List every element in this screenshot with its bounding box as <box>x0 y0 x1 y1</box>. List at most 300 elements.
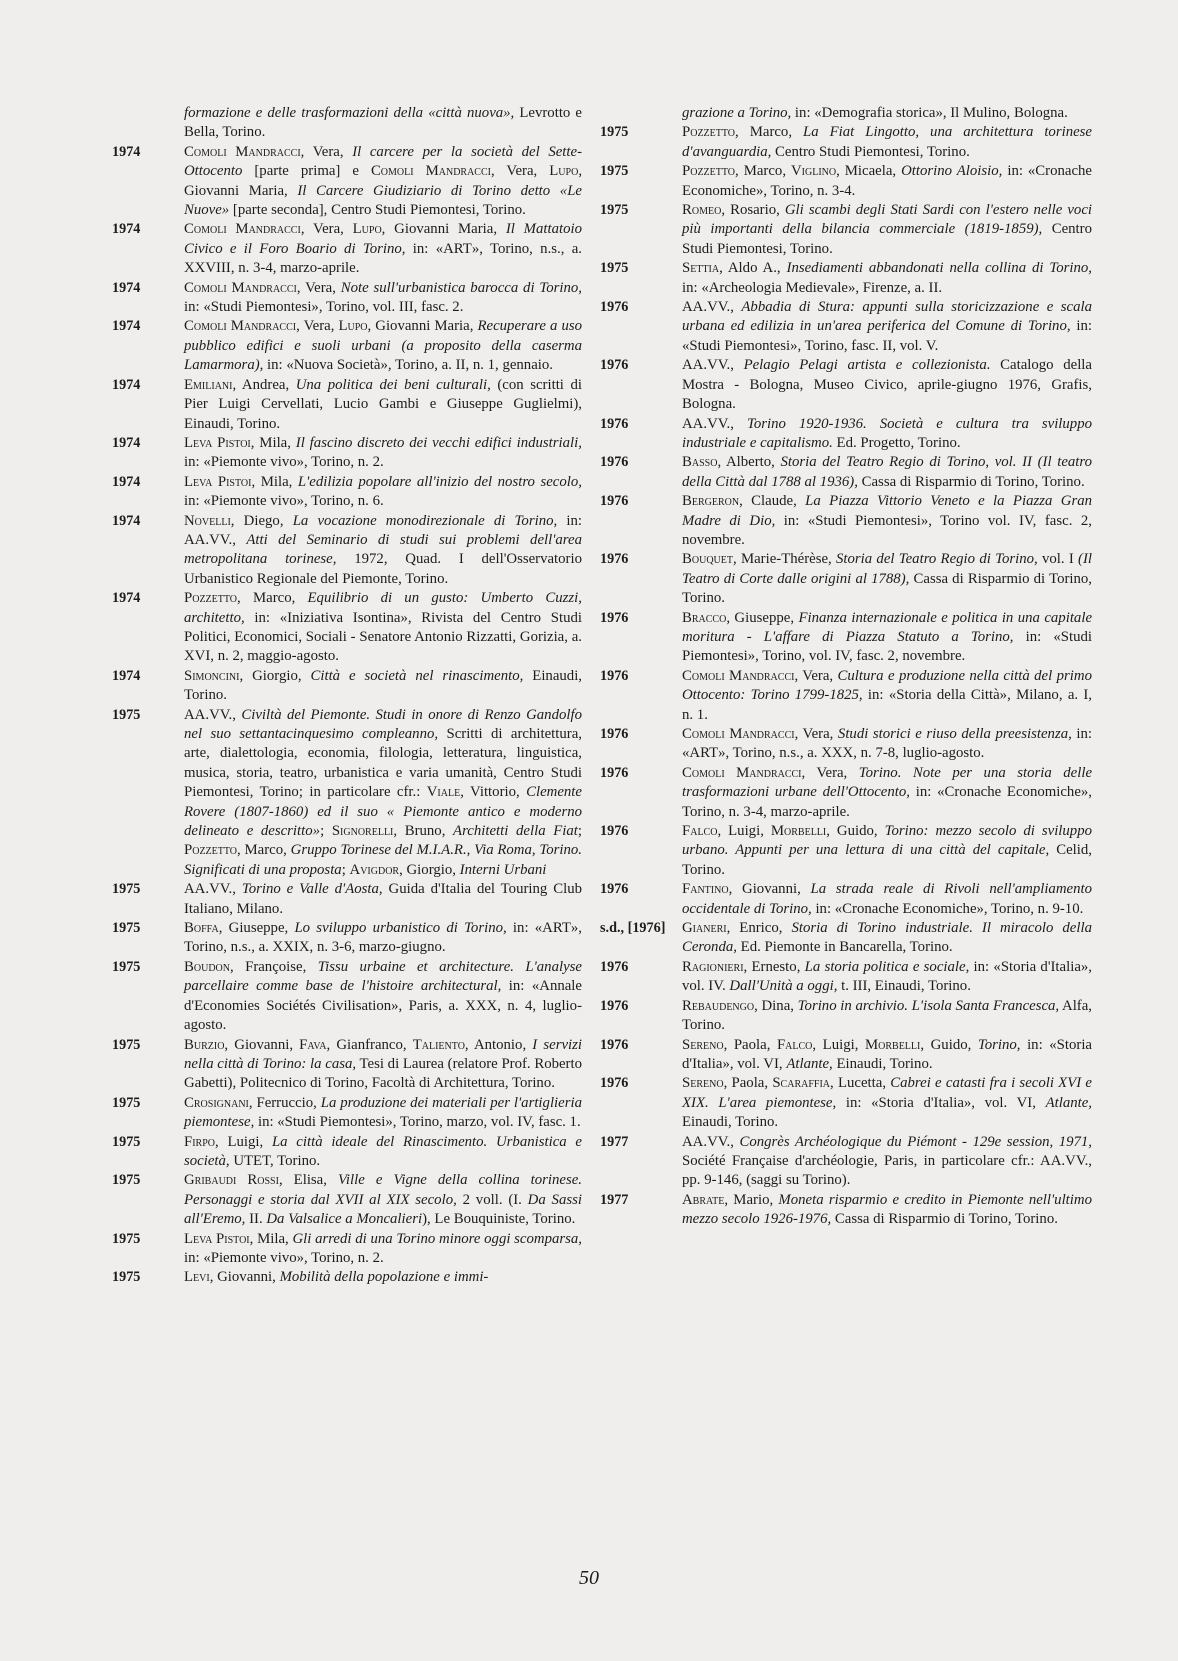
bibliography-entry <box>600 997 1092 1036</box>
entry-text <box>682 1074 1092 1132</box>
citation-text: in: «Studi Piemontesi», Torino vol. IV, fasc. 2, novembre. <box>682 512 1092 548</box>
citation-text: Guida d'Italia del Touring Club Italiano, Milano. <box>184 881 583 917</box>
entry-year: 1974 <box>112 590 141 607</box>
work-title: Il carcere per la società del Sette-Ottocento <box>184 143 583 180</box>
entry-text <box>184 1268 582 1287</box>
entry-year: 1975 <box>112 920 141 937</box>
entry-year: 1975 <box>112 1094 141 1111</box>
entry-text <box>682 919 1092 958</box>
citation-text: AA.VV., <box>184 706 242 723</box>
bibliography-entry <box>600 453 1092 492</box>
work-title: Da Sassi all'Eremo, <box>184 1191 582 1228</box>
work-title: Abbadia di Stura: appunti sulla storicizzazione e scala urbana ed edilizia in un'area periferica del Comune di Torino, <box>682 299 1092 335</box>
entry-text <box>184 589 582 667</box>
citation-text: AA.VV., <box>682 357 744 374</box>
bibliography-entry <box>600 1074 1092 1132</box>
citation-text: in: «Cronache Economiche», Torino, n. 9-10. <box>811 900 1084 917</box>
work-title: formazione e delle trasformazioni della «città nuova», <box>184 105 515 121</box>
citation-text: , Marco, <box>237 842 291 859</box>
entry-year: 1974 <box>112 221 141 238</box>
page-number: 50 <box>579 1567 599 1589</box>
author-name: Pozzetto <box>184 842 238 859</box>
citation-text: , Giorgio, <box>399 861 460 878</box>
citation-text: , Giovanni Maria, <box>184 163 583 199</box>
bibliography-entry <box>600 298 1092 356</box>
citation-text: , Vera, <box>801 764 859 781</box>
citation-text: , Vera, <box>490 163 550 180</box>
citation-text: , Gianfranco, <box>326 1036 413 1053</box>
work-title: Note sull'urbanistica barocca di Torino, <box>340 279 583 296</box>
bibliography-entry <box>600 822 1092 880</box>
entry-text <box>682 104 1092 123</box>
bibliography-entry <box>112 143 582 221</box>
bibliography-entry <box>112 1094 582 1133</box>
right-column <box>600 104 1092 1230</box>
citation-text: II. <box>245 1211 267 1228</box>
citation-text: , Marco, <box>735 124 803 141</box>
citation-text: ; <box>320 823 332 840</box>
author-name: Settia <box>682 260 720 277</box>
citation-text: ), Le Bouquiniste, Torino. <box>422 1211 576 1228</box>
entry-year: 1976 <box>600 726 629 742</box>
entry-text <box>682 1133 1092 1191</box>
citation-text: in: «Cronache Economiche», Torino, n. 3-4. <box>682 163 1093 199</box>
work-title: Il Mattatoio Civico e il Foro Boario di Torino, <box>184 221 582 257</box>
work-title: Clemente Rovere (1807-1860) ed il suo « Piemonte antico e moderno delineato e descritto» <box>184 784 582 840</box>
work-title: Architetti della Fiat <box>453 823 578 840</box>
work-title: Dall'Unità a oggi, <box>729 978 838 995</box>
entry-text <box>184 376 582 434</box>
entry-year: 1976 <box>600 454 629 471</box>
citation-text: , Bruno, <box>393 823 454 840</box>
entry-year: 1976 <box>600 667 629 684</box>
bibliography-entry <box>600 492 1092 550</box>
entry-year: 1974 <box>112 279 141 296</box>
citation-text: in: AA.VV., <box>184 512 582 548</box>
work-title: Il fascino discreto dei vecchi edifici industriali, <box>295 434 582 451</box>
work-title: Il Carcere Giudiziario di Torino detto «Le Nuove» <box>184 182 583 219</box>
citation-text: , Diego, <box>230 512 293 529</box>
citation-text: , Vera, <box>300 143 353 160</box>
work-title: Recuperare a uso pubblico edifici e suoli urbani (a proposito della caserma Lamarmora), <box>184 318 583 374</box>
citation-text: , Vera, <box>296 279 341 296</box>
entry-text <box>682 997 1092 1036</box>
author-name: Fava <box>299 1036 327 1053</box>
citation-text: in: «Storia d'Italia», vol. VI, <box>836 1094 1046 1111</box>
author-name: Lupo <box>338 318 368 335</box>
citation-text: in: «Storia d'Italia», vol. IV. <box>682 958 1092 995</box>
entry-year: 1974 <box>112 376 141 393</box>
citation-text: , Dina, <box>754 997 798 1014</box>
entry-year: 1974 <box>112 318 141 335</box>
bibliography-entry <box>112 1171 582 1229</box>
author-name: Levi <box>184 1269 210 1286</box>
bibliography-entry <box>600 919 1092 958</box>
entry-year: 1974 <box>112 512 141 529</box>
citation-text: , Giovanni, <box>728 881 811 898</box>
entry-text <box>184 434 582 473</box>
entry-year: 1976 <box>600 493 629 510</box>
bibliography-entry <box>600 104 1092 123</box>
citation-text: Centro Studi Piemontesi, Torino. <box>771 143 970 160</box>
entry-year: 1975 <box>600 124 629 141</box>
work-title: I servizi nella città di Torino: la casa, <box>184 1036 582 1072</box>
bibliography-entry <box>112 667 582 706</box>
citation-text: , Paola, <box>723 1036 777 1053</box>
entry-year: 1976 <box>600 997 629 1014</box>
citation-text: in: «Studi Piemontesi», Torino, marzo, vol. IV, fasc. 1. <box>254 1114 581 1131</box>
entry-text <box>682 725 1092 764</box>
citation-text: , Vittorio, <box>460 784 527 801</box>
work-title: Lo sviluppo urbanistico di Torino, <box>294 920 507 937</box>
bibliography-entry <box>112 958 582 1036</box>
citation-text: in: «Studi Piemontesi», Torino, vol. III, fasc. 2. <box>184 299 464 316</box>
entry-year: 1975 <box>600 202 629 219</box>
author-name: Abrate <box>682 1191 725 1208</box>
entry-year: 1974 <box>112 473 141 490</box>
citation-text: , Marco, <box>735 163 791 180</box>
bibliography-entry <box>600 609 1092 667</box>
work-title: Torino e Valle d'Aosta, <box>241 881 383 898</box>
bibliography-entry <box>112 279 582 318</box>
citation-text: , Aldo A., <box>719 260 787 277</box>
citation-text: Einaudi, Torino. <box>184 667 582 704</box>
author-name: Lupo <box>352 221 382 238</box>
citation-text: , Andrea, <box>232 376 296 393</box>
work-title: Gruppo Torinese del M.I.A.R., Via Roma, Torino. Significati di una proposta <box>184 842 583 878</box>
citation-text: in: «Cronache Economiche», Torino, n. 3-4, marzo-aprile. <box>682 784 1092 820</box>
citation-text: , Guido, <box>920 1036 978 1053</box>
citation-text: , Vera, <box>300 221 353 238</box>
work-title: Cabrei e catasti fra i secoli XVI e XIX. L'area piemontese, <box>682 1075 1093 1111</box>
work-title: Torino, <box>977 1036 1021 1053</box>
work-title: Pelagio Pelagi artista e collezionista. <box>743 357 991 374</box>
work-title: Atlante, <box>1045 1094 1092 1111</box>
citation-text: , Paola, <box>723 1075 773 1092</box>
citation-text: , Françoise, <box>229 958 318 975</box>
citation-text: , Elisa, <box>278 1172 338 1189</box>
author-name: Firpo <box>184 1133 216 1150</box>
bibliography-entry <box>600 550 1092 608</box>
author-name: Morbelli <box>770 823 827 840</box>
entry-text <box>184 473 582 512</box>
work-title: Ottorino Aloisio, <box>901 163 1003 180</box>
citation-text: ; <box>341 861 350 878</box>
entry-year: 1975 <box>600 260 629 277</box>
citation-text: in: «Storia della Città», Milano, a. I, n. 1. <box>682 687 1092 723</box>
entry-year: 1975 <box>112 958 141 975</box>
citation-text: Cassa di Risparmio di Torino, Torino. <box>857 473 1085 490</box>
entry-year: 1975 <box>112 881 141 898</box>
bibliography-entry <box>112 376 582 434</box>
author-name: Lupo <box>549 163 579 180</box>
bibliography-entry <box>112 473 582 512</box>
citation-text: Cassa di Risparmio di Torino, Torino. <box>682 570 1093 607</box>
citation-text: Einaudi, Torino. <box>682 1114 779 1131</box>
citation-text: vol. I <box>1037 551 1079 568</box>
citation-text: , Vera, <box>794 726 838 742</box>
author-name: Comoli Mandracci <box>682 726 795 742</box>
bibliography-entry <box>600 1133 1092 1191</box>
work-title: Ville e Vigne della collina torinese. Personaggi e storia dal XVII al XIX secolo, <box>184 1172 582 1208</box>
entry-year: 1976 <box>600 823 629 840</box>
citation-text: in: «Studi Piemontesi», Torino, vol. IV, fasc. 2, novembre. <box>682 628 1092 665</box>
author-name: Burzio <box>184 1036 225 1053</box>
entry-year: 1976 <box>600 764 629 781</box>
bibliography-entry <box>600 259 1092 298</box>
citation-text: AA.VV., <box>682 415 747 432</box>
citation-text: , Claude, <box>739 493 806 510</box>
citation-text: ; <box>577 823 583 840</box>
entry-text <box>184 143 582 221</box>
work-title: Insediamenti abbandonati nella collina di Torino, <box>786 260 1092 277</box>
citation-text: , Vera, <box>794 667 838 684</box>
author-name: Pozzetto <box>682 163 736 180</box>
bibliography-entry <box>112 220 582 278</box>
entry-text <box>682 492 1092 550</box>
entry-text <box>682 880 1092 919</box>
bibliography-entry <box>600 1036 1092 1075</box>
entry-year: 1975 <box>112 1269 141 1286</box>
author-name: Comoli Mandracci <box>682 764 802 781</box>
entry-text <box>184 667 582 706</box>
bibliography-entry <box>600 201 1092 259</box>
author-name: Viglino <box>790 163 837 180</box>
entry-year: 1976 <box>600 357 629 374</box>
entry-year: 1976 <box>600 299 629 316</box>
work-title: Congrès Archéologique du Piémont - 129e session, 1971, <box>739 1133 1092 1150</box>
citation-text: Centro Studi Piemontesi, Torino. <box>682 221 1092 257</box>
entry-text <box>682 609 1092 667</box>
entry-text <box>184 1133 582 1172</box>
bibliography-entry <box>112 1133 582 1172</box>
author-name: Bouquet <box>682 551 733 568</box>
author-name: Rebaudengo <box>682 997 755 1014</box>
citation-text: , Rosario, <box>721 202 785 219</box>
author-name: Gianeri <box>682 920 727 937</box>
citation-text: Ed. Progetto, Torino. <box>832 434 961 451</box>
citation-text: 2 voll. (I. <box>456 1191 528 1208</box>
entry-year: 1975 <box>112 1133 141 1150</box>
citation-text: in: «Piemonte vivo», Torino, n. 2. <box>184 454 384 471</box>
author-name: Comoli Mandracci <box>682 667 795 684</box>
bibliography-entry <box>112 512 582 590</box>
entry-text <box>184 104 582 143</box>
entry-year: 1974 <box>112 434 141 451</box>
entry-text <box>184 1171 582 1229</box>
author-name: Leva Pistoi <box>184 1230 250 1247</box>
work-title: La Fiat Lingotto, una architettura torinese d'avanguardia, <box>682 124 1092 160</box>
entry-year: 1976 <box>600 1036 629 1053</box>
bibliography-entry <box>112 880 582 919</box>
author-name: Emiliani <box>184 376 233 393</box>
work-title: grazione a Torino, <box>682 105 792 121</box>
author-name: Avigdor <box>349 861 400 878</box>
bibliography-entry <box>600 725 1092 764</box>
bibliography-entry <box>600 764 1092 822</box>
citation-text: , Mila, <box>251 473 298 490</box>
citation-text: , Mario, <box>724 1191 779 1208</box>
bibliography-entry <box>600 415 1092 454</box>
work-title: La strada reale di Rivoli nell'ampliamento occidentale di Torino, <box>682 881 1092 917</box>
entry-year: 1975 <box>112 1172 141 1189</box>
work-title: Torino. Note per una storia delle trasformazioni urbane dell'Ottocento, <box>682 764 1093 801</box>
entry-text <box>184 317 582 375</box>
citation-text: , Ferruccio, <box>248 1094 321 1111</box>
work-title: Mobilità della popolazione e immi- <box>279 1269 489 1286</box>
entry-text <box>682 1036 1092 1075</box>
work-title: Atti del Seminario di studi sui problemi dell'area metropolitana torinese, <box>184 531 582 568</box>
citation-text: in: «Nuova Società», Torino, a. II, n. 1, gennaio. <box>263 357 553 374</box>
citation-text: [parte prima] e <box>242 163 371 180</box>
author-name: Romeo <box>682 202 722 219</box>
bibliography-entry <box>112 1036 582 1094</box>
author-name: Morbelli <box>864 1036 921 1053</box>
work-title: Interni Urbani <box>459 861 547 878</box>
entry-text <box>682 356 1092 414</box>
work-title: Torino in archivio. L'isola Santa Francesca, <box>797 997 1060 1014</box>
citation-text: Levrotto e Bella, Torino. <box>184 105 582 141</box>
author-name: Falco <box>682 823 718 840</box>
bibliography-entry <box>600 123 1092 162</box>
citation-text: in: «ART», Torino, n.s., a. XXIX, n. 3-6, marzo-giugno. <box>184 920 582 956</box>
entry-text <box>682 958 1092 997</box>
entry-text <box>184 1230 582 1269</box>
entry-text <box>184 919 582 958</box>
work-title: Una politica dei beni culturali, <box>295 376 491 393</box>
author-name: Viale <box>426 784 461 801</box>
work-title: La storia politica e sociale, <box>804 958 970 975</box>
citation-text: , Alberto, <box>717 454 781 471</box>
author-name: Basso <box>682 454 718 471</box>
citation-text: 1972, Quad. I dell'Osservatorio Urbanistico Regionale del Piemonte, Torino. <box>184 551 582 587</box>
author-name: Comoli Mandracci <box>184 221 301 238</box>
work-title: Cultura e produzione nella città del primo Ottocento: Torino 1799-1825, <box>682 667 1092 704</box>
entry-year: 1976 <box>600 551 629 568</box>
bibliography-entry <box>112 434 582 473</box>
citation-text: , Enrico, <box>726 920 792 937</box>
entry-text <box>682 162 1092 201</box>
entry-text <box>682 550 1092 608</box>
author-name: Bracco <box>682 609 727 626</box>
bibliography-entry <box>600 667 1092 725</box>
work-title: Storia del Teatro Regio di Torino, vol. II (Il teatro della Città dal 1788 al 1936), <box>682 454 1092 490</box>
entry-year: 1974 <box>112 143 141 160</box>
citation-text: in: «Piemonte vivo», Torino, n. 6. <box>184 493 384 510</box>
work-title: L'edilizia popolare all'inizio del nostro secolo, <box>297 473 582 490</box>
entry-text <box>682 1191 1092 1230</box>
work-title: Torino: mezzo secolo di sviluppo urbano. Appunti per una lettura di una città del capitale, <box>682 823 1093 859</box>
citation-text: , Marco, <box>237 590 308 607</box>
citation-text: , Mila, <box>250 434 296 451</box>
entry-text <box>682 667 1092 725</box>
author-name: Novelli <box>184 512 231 529</box>
author-name: Boffa <box>184 920 219 937</box>
author-name: Falco <box>776 1036 813 1053</box>
citation-text: , Lucetta, <box>830 1075 891 1092</box>
work-title: La produzione dei materiali per l'artiglieria piemontese, <box>184 1094 583 1131</box>
citation-text: AA.VV., <box>184 881 242 898</box>
entry-year: 1977 <box>600 1191 629 1208</box>
bibliography-entry <box>112 919 582 958</box>
author-name: Leva Pistoi <box>184 473 252 490</box>
citation-text: , Giorgio, <box>239 667 311 684</box>
citation-text: , Giuseppe, <box>218 920 295 937</box>
entry-year: 1976 <box>600 881 629 898</box>
citation-text: Celid, Torino. <box>682 842 1092 878</box>
citation-text: , Giuseppe, <box>726 609 799 626</box>
citation-text: , Vera, <box>296 318 339 335</box>
entry-text <box>184 512 582 590</box>
author-name: Comoli Mandracci <box>184 318 297 335</box>
citation-text: , Marie-Thérèse, <box>732 551 836 568</box>
work-title: Studi storici e riuso della preesistenza, <box>837 726 1072 742</box>
work-title: Equilibrio di un gusto: Umberto Cuzzi, architetto, <box>184 590 582 626</box>
entry-year: 1976 <box>600 1075 629 1092</box>
citation-text: in: «Piemonte vivo», Torino, n. 2. <box>184 1249 384 1266</box>
work-title: Finanza internazionale e politica in una capitale moritura - L'affare di Piazza Statuto a Torino, <box>682 609 1093 645</box>
author-name: Bergeron <box>682 493 740 510</box>
entry-year: 1976 <box>600 415 629 432</box>
entry-year: 1977 <box>600 1133 629 1150</box>
work-title: Gli scambi degli Stati Sardi con l'estero nelle voci più importanti della bilancia commerciale (1819-1859), <box>682 202 1093 238</box>
work-title: Atlante, <box>786 1055 833 1072</box>
citation-text: , Giovanni, <box>224 1036 300 1053</box>
citation-text: in: «Archeologia Medievale», Firenze, a. II. <box>682 279 943 296</box>
entry-year: 1975 <box>112 1230 141 1247</box>
entry-text <box>184 1036 582 1094</box>
entry-text <box>184 220 582 278</box>
work-title: Tissu urbaine et architecture. L'analyse parcellaire comme base de l'histoire architectural, <box>184 958 582 995</box>
author-name: Pozzetto <box>682 124 736 141</box>
bibliography-entry <box>112 1268 582 1287</box>
entry-text <box>682 764 1092 822</box>
citation-text: Ed. Piemonte in Bancarella, Torino. <box>736 939 953 956</box>
citation-text: in: «Annale d'Economies Sociétés Civilisation», Paris, a. XXX, n. 4, luglio-agosto. <box>184 978 582 1034</box>
author-name: Taliento <box>412 1036 465 1053</box>
author-name: Comoli Mandracci <box>184 279 297 296</box>
citation-text: Tesi di Laurea (relatore Prof. Roberto Gabetti), Politecnico di Torino, Facoltà di Architettura, Torino. <box>184 1055 582 1092</box>
citation-text: , Antonio, <box>464 1036 533 1053</box>
citation-text: in: «Studi Piemontesi», Torino, fasc. II, vol. V. <box>682 318 1092 354</box>
citation-text: (con scritti di Pier Luigi Cervellati, Lucio Gambi e Giuseppe Guglielmi), Einaudi, Torino. <box>184 376 582 432</box>
citation-text: Cassa di Risparmio di Torino, Torino. <box>831 1211 1058 1228</box>
citation-text: , Luigi, <box>717 823 771 840</box>
citation-text: UTET, Torino. <box>229 1152 321 1169</box>
bibliography-entry <box>112 104 582 143</box>
author-name: Pozzetto <box>184 590 238 607</box>
bibliography-entry <box>112 589 582 667</box>
citation-text: , Giovanni Maria, <box>381 221 506 238</box>
citation-text: Société Française d'archéologie, Paris, in particolare cfr.: AA.VV., pp. 9-146, (saggi su Torino). <box>682 1152 1092 1189</box>
entry-year: s.d., [1976] <box>600 920 666 937</box>
citation-text: Catalogo della Mostra - Bologna, Museo Civico, aprile-giugno 1976, Grafis, Bologna. <box>682 357 1092 413</box>
citation-text: , Ernesto, <box>743 958 805 975</box>
author-name: Leva Pistoi <box>184 434 251 451</box>
citation-text: Alfa, Torino. <box>682 997 1093 1034</box>
entry-year: 1975 <box>112 1036 141 1053</box>
work-title: Da Valsalice a Moncalieri <box>266 1211 423 1228</box>
citation-text: , Giovanni, <box>209 1269 280 1286</box>
citation-text: AA.VV., <box>682 299 742 316</box>
author-name: Signorelli <box>331 823 394 840</box>
entry-year: 1976 <box>600 958 629 975</box>
work-title: La Piazza Vittorio Veneto e la Piazza Gran Madre di Dio, <box>682 493 1092 529</box>
work-title: La città ideale del Rinascimento. Urbanistica e società, <box>184 1133 582 1169</box>
work-title: (Il Teatro di Corte dalle origini al 1788), <box>682 551 1092 587</box>
citation-text: in: «Demografia storica», Il Mulino, Bologna. <box>791 105 1068 121</box>
citation-text: , Guido, <box>826 823 885 840</box>
